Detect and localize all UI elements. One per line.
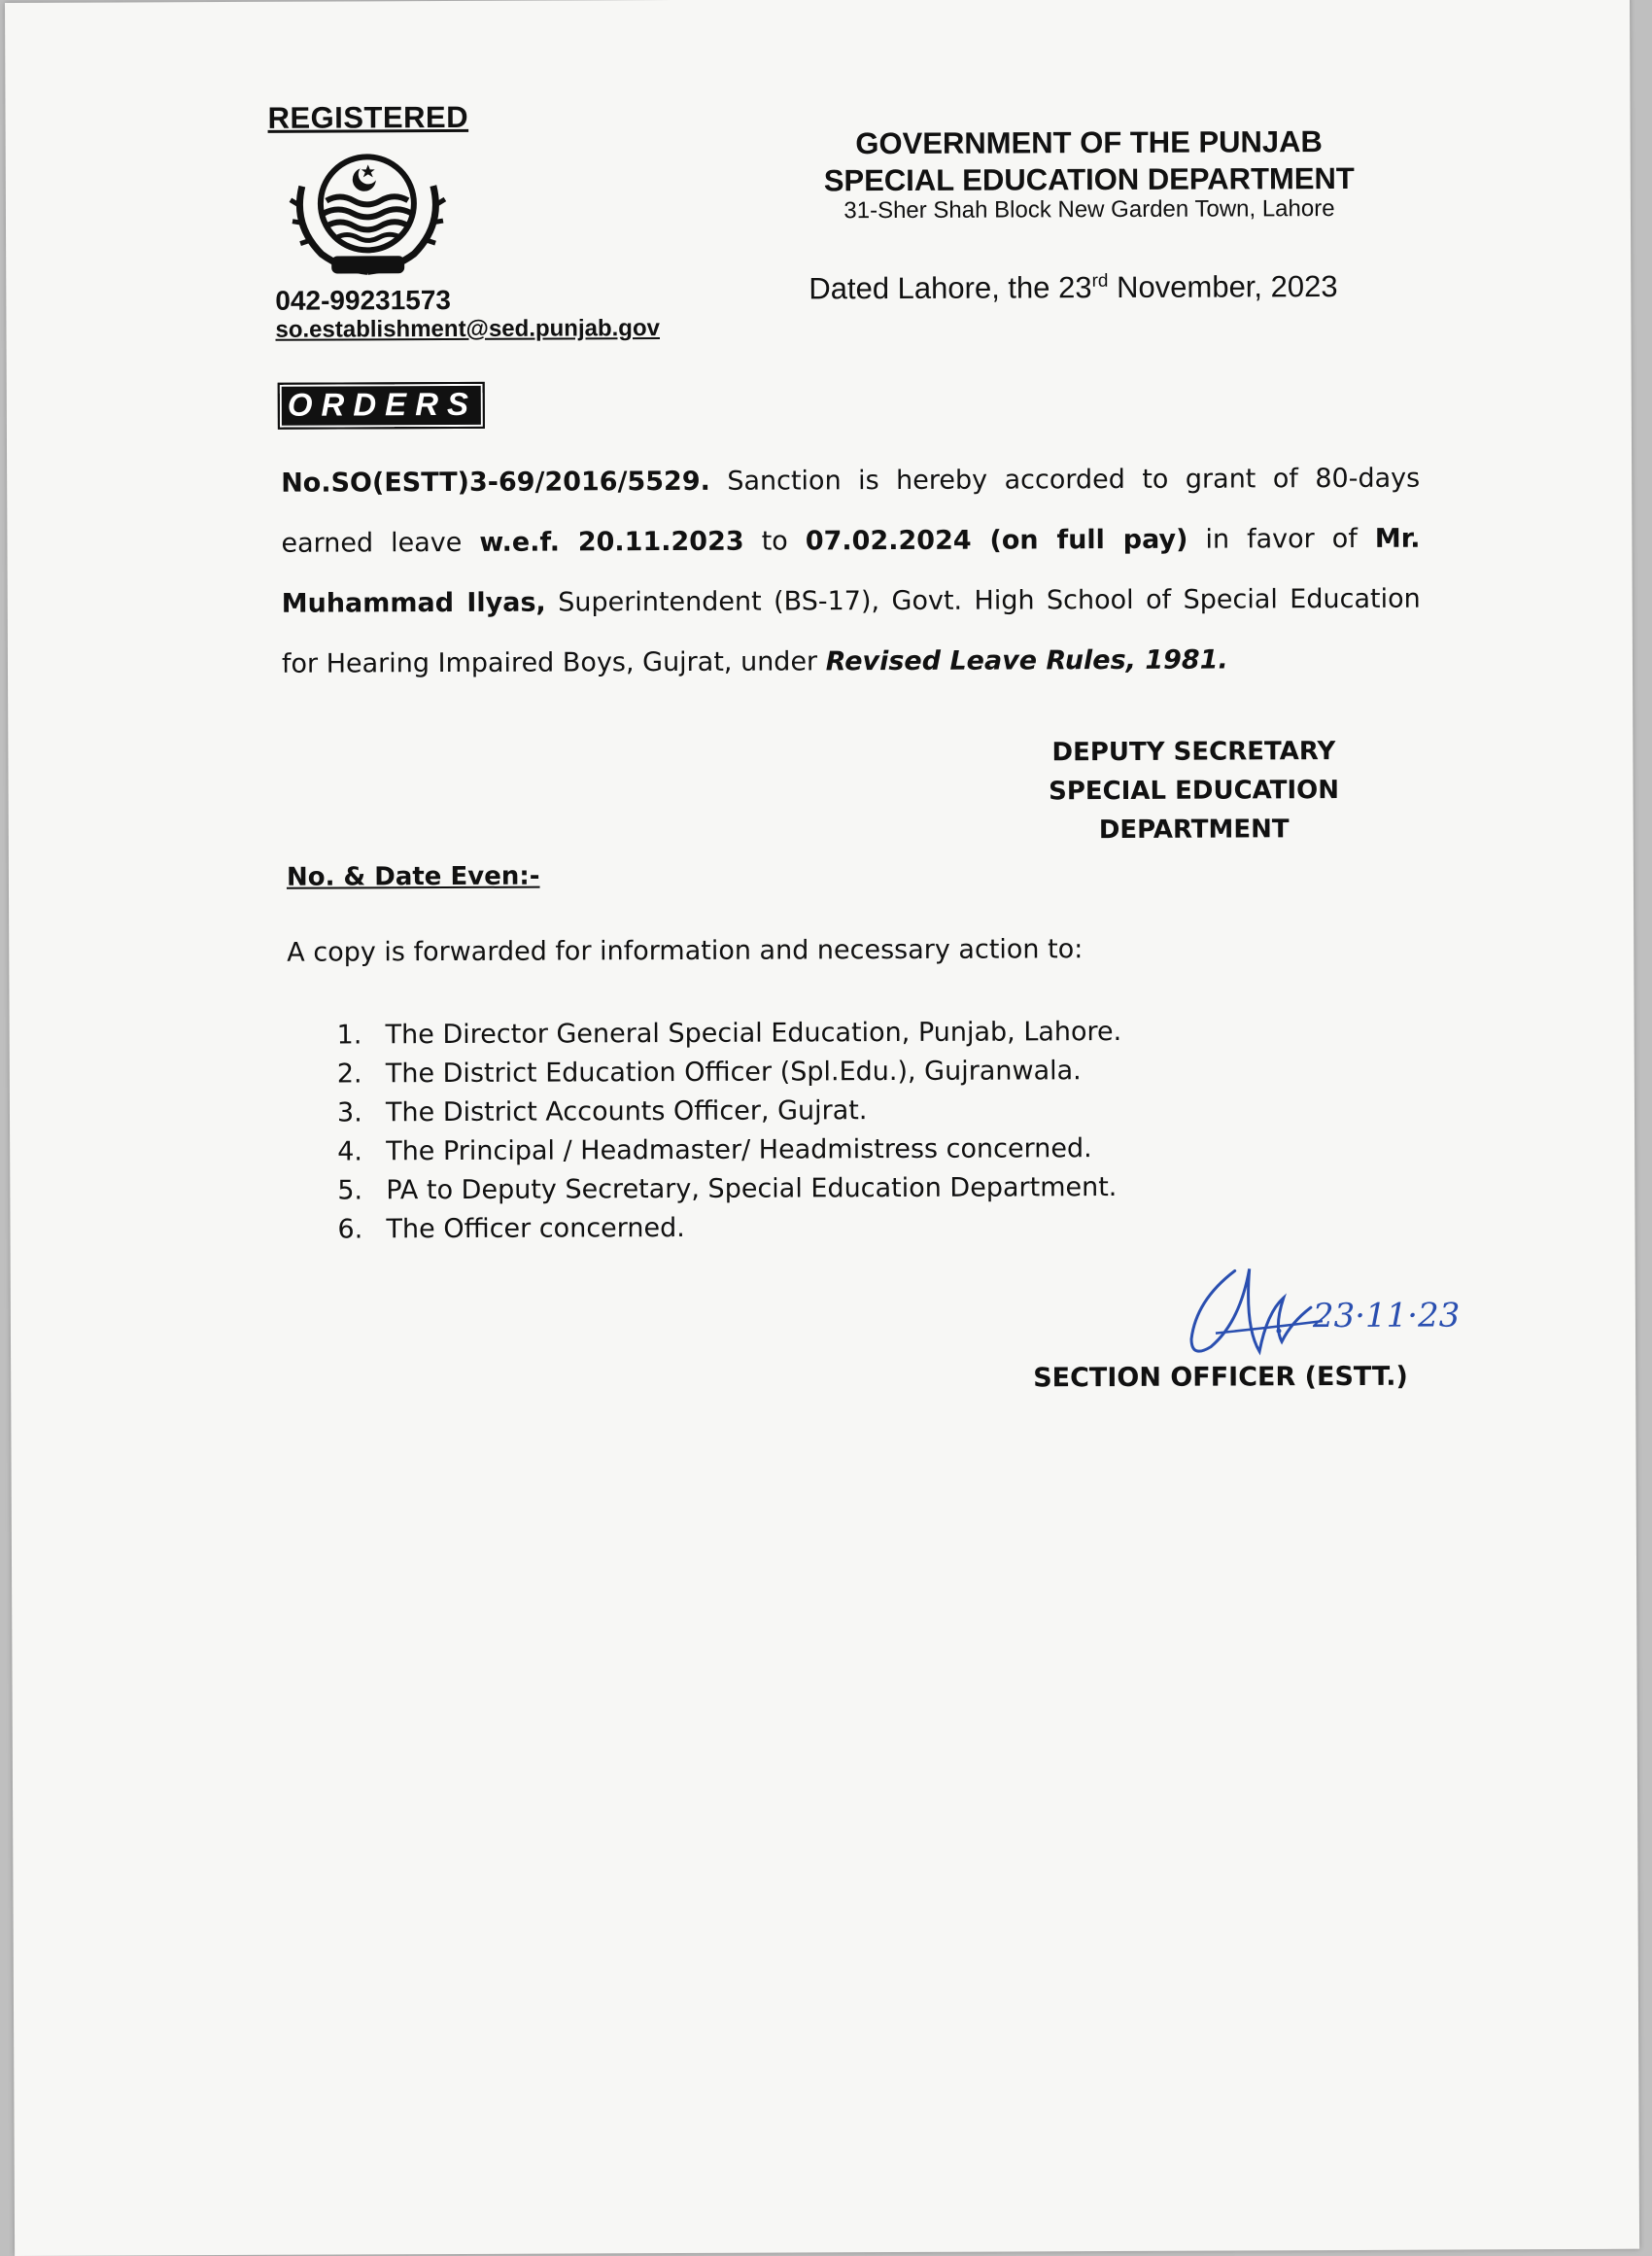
dated-suffix: November, 2023 [1108, 269, 1338, 305]
section-officer-title: SECTION OFFICER (ESTT.) [1033, 1361, 1408, 1394]
list-item [337, 1091, 1122, 1133]
dated-ordinal: rd [1091, 270, 1109, 292]
department-address: 31-Sher Shah Block New Garden Town, Lahore [843, 195, 1335, 225]
list-item-number: 3. [336, 1097, 362, 1128]
order-end-date: 07.02.2024 (on full pay) [805, 524, 1188, 557]
list-item-text: The Officer concerned. [386, 1212, 685, 1245]
gov-line-1: GOVERNMENT OF THE PUNJAB [855, 124, 1323, 161]
list-item [337, 1168, 1122, 1211]
dated-prefix: Dated Lahore, the 23 [809, 270, 1092, 306]
no-date-even-label: No. & Date Even:- [286, 861, 540, 892]
gov-line-2: SPECIAL EDUCATION DEPARTMENT [823, 160, 1355, 198]
list-item-text: The Director General Special Education, Punjab, Lahore. [385, 1016, 1122, 1051]
list-item [337, 1013, 1122, 1056]
order-number: No.SO(ESTT)3-69/2016/5529. [281, 466, 710, 499]
list-item-number: 6. [337, 1214, 363, 1245]
registered-label: REGISTERED [267, 99, 469, 135]
list-item-number: 2. [336, 1059, 362, 1090]
list-item-text: The District Accounts Officer, Gujrat. [385, 1095, 868, 1128]
orders-heading: ORDERS [278, 382, 485, 430]
deputy-secretary-block [1018, 732, 1369, 850]
handwritten-signature [1157, 1250, 1508, 1369]
list-item-text: The District Education Officer (Spl.Edu.), Gujranwala. [385, 1056, 1082, 1090]
deputy-line-1: DEPUTY SECRETARY [1051, 737, 1336, 768]
recipient-list [337, 1013, 1123, 1250]
phone-number: 042-99231573 [275, 285, 452, 316]
list-item-number: 1. [336, 1020, 362, 1051]
order-text-2: in favor of [1187, 523, 1375, 555]
order-paragraph [281, 449, 1421, 695]
deputy-line-3: DEPARTMENT [1098, 815, 1290, 846]
department-heading [803, 123, 1376, 200]
officer-name: Mr. Muhammad Ilyas, [281, 523, 1421, 619]
order-text-3: Superintendent (BS-17), Govt. High School of Special Education for Hearing Impaired Boys, Gujrat, under [281, 583, 1421, 679]
list-item [337, 1207, 1122, 1250]
list-item-number: 4. [337, 1136, 362, 1167]
list-item-number: 5. [337, 1175, 363, 1206]
signature-date: 23·11·23 [1312, 1296, 1461, 1336]
dated-line [809, 269, 1337, 306]
list-item-text: The Principal / Headmaster/ Headmistress concerned. [386, 1133, 1092, 1167]
document-page [5, 0, 1639, 2256]
forward-text: A copy is forwarded for information and necessary action to: [287, 934, 1084, 968]
punjab-emblem-icon [283, 147, 454, 284]
order-text-1: Sanction is hereby accorded to grant of 80-days earned leave [281, 463, 1421, 559]
leave-rules: Revised Leave Rules, 1981. [825, 644, 1228, 677]
deputy-line-2: SPECIAL EDUCATION [1049, 776, 1340, 807]
list-item [337, 1129, 1122, 1172]
list-item [337, 1052, 1122, 1094]
order-to: to [743, 526, 806, 557]
order-wef: w.e.f. 20.11.2023 [479, 526, 744, 558]
email-address: so.establishment@sed.punjab.gov [275, 315, 661, 343]
list-item-text: PA to Deputy Secretary, Special Education Department. [386, 1172, 1118, 1206]
